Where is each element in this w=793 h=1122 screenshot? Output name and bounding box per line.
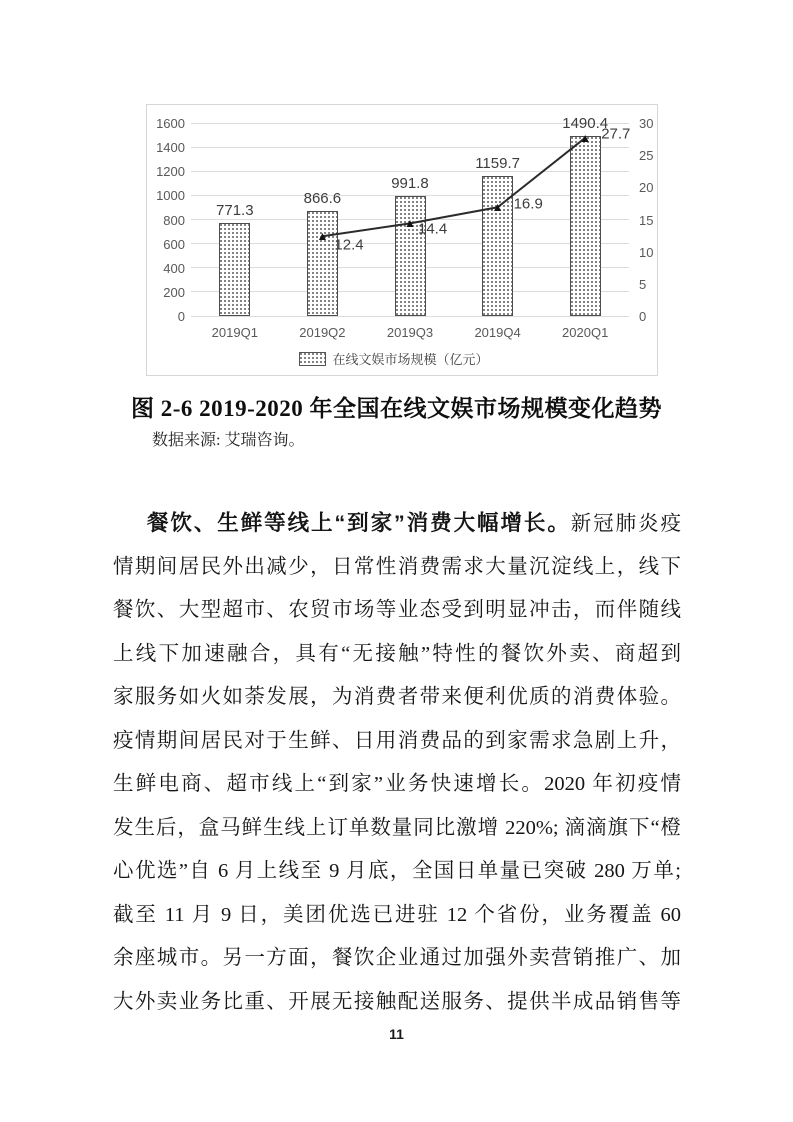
- paragraph-line: 疫情期间居民对于生鲜、日用消费品的到家需求急剧上升，: [113, 729, 681, 752]
- data-label: 16.9: [513, 195, 543, 213]
- category-label: 2019Q1: [211, 325, 258, 340]
- category-label: 2019Q3: [386, 325, 434, 340]
- axis-tick: 30: [639, 116, 654, 131]
- legend-label: 在线文娱市场规模（亿元）: [332, 352, 489, 367]
- axis-tick: 1400: [156, 140, 185, 156]
- axis-tick: 200: [163, 284, 185, 300]
- triangle-marker-icon: ▲: [404, 216, 416, 231]
- paragraph-line-text: 新冠肺炎疫: [570, 513, 681, 535]
- paragraph-line: 余座城市。另一方面，餐饮企业通过加强外卖营销推广、加: [113, 947, 681, 969]
- chart-legend: [147, 349, 657, 368]
- paragraph-line: [113, 502, 681, 546]
- paragraph-line: 生鲜电商、超市线上“到家”业务快速增长。2020 年初疫情: [113, 773, 681, 795]
- triangle-marker-icon: ▲: [579, 130, 592, 145]
- paragraph-line: 上线下加速融合，具有“无接触”特性的餐饮外卖、商超到: [113, 642, 681, 665]
- bar-swatch-icon: [299, 352, 326, 366]
- x-axis: [147, 105, 657, 375]
- axis-tick: 800: [163, 212, 185, 228]
- triangle-marker-icon: ▲: [491, 200, 504, 215]
- data-label: 12.4: [334, 236, 364, 254]
- axis-tick: 600: [163, 236, 185, 252]
- category-label: 2020Q1: [562, 325, 609, 340]
- axis-tick: 0: [177, 309, 185, 324]
- axis-tick: 1600: [156, 116, 185, 131]
- data-label: 27.7: [601, 125, 631, 143]
- axis-tick: 1200: [156, 164, 185, 180]
- axis-tick: 400: [163, 260, 185, 276]
- axis-tick: 1000: [156, 188, 185, 204]
- axis-tick: 10: [639, 244, 654, 260]
- legend-item: [299, 349, 488, 368]
- page-number: 11: [389, 1026, 404, 1042]
- body-paragraph: [113, 502, 681, 1024]
- category-label: 2019Q2: [299, 325, 346, 340]
- data-label: 991.8: [391, 175, 429, 193]
- data-label: 14.4: [418, 220, 448, 238]
- data-label: 1159.7: [475, 155, 520, 173]
- paragraph-lead-bold: 餐饮、生鲜等线上“到家”消费大幅增长。: [147, 511, 571, 535]
- axis-tick: 15: [639, 212, 654, 228]
- figure-caption: 图 2-6 2019-2020 年全国在线文娱市场规模变化趋势: [130, 396, 663, 421]
- data-label: 866.6: [303, 190, 342, 208]
- data-source-note: 数据来源: 艾瑞咨询。: [152, 432, 305, 449]
- axis-tick: 25: [639, 148, 654, 164]
- category-label: 2019Q4: [474, 325, 521, 340]
- paragraph-line: 家服务如火如荼发展，为消费者带来便利优质的消费体验。: [113, 686, 681, 708]
- paragraph-line: 发生后，盒马鲜生线上订单数量同比激增 220%; 滴滴旗下“橙: [113, 816, 681, 839]
- axis-tick: 5: [639, 276, 647, 292]
- paragraph-line: 餐饮、大型超市、农贸市场等业态受到明显冲击，而伴随线: [113, 599, 681, 621]
- paragraph-line: 截至 11 月 9 日，美团优选已进驻 12 个省份，业务覆盖 60: [113, 903, 681, 926]
- paragraph-line: 大外卖业务比重、开展无接触配送服务、提供半成品销售等: [113, 990, 681, 1013]
- axis-tick: 20: [639, 180, 654, 196]
- axis-tick: 0: [639, 309, 647, 324]
- paragraph-line: 情期间居民外出减少，日常性消费需求大量沉淀线上，线下: [113, 555, 681, 578]
- paragraph-line: 心优选”自 6 月上线至 9 月底，全国日单量已突破 280 万单;: [113, 860, 681, 882]
- data-label: 1490.4: [562, 115, 609, 133]
- market-chart: [146, 104, 658, 376]
- triangle-marker-icon: ▲: [316, 229, 329, 244]
- data-label: 771.3: [216, 201, 254, 219]
